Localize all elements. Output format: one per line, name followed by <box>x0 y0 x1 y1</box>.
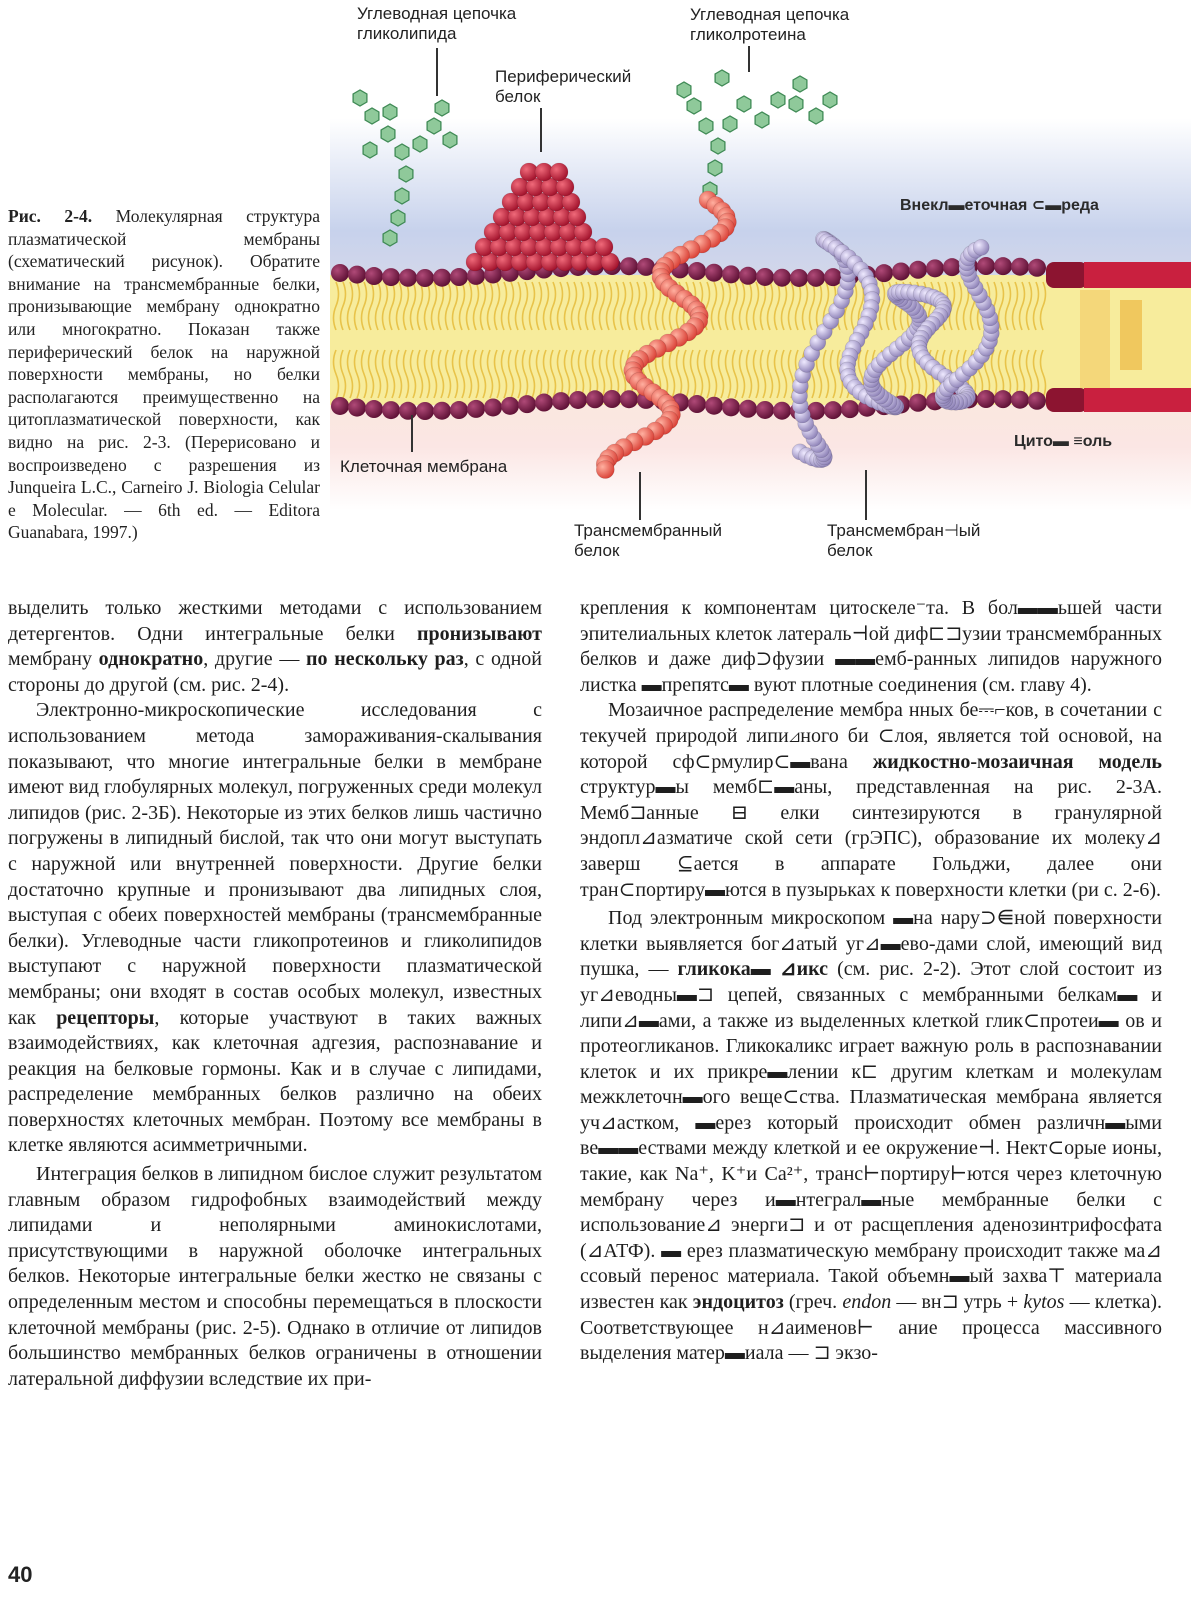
text-run: выделить только жесткими методами с использованием детергентов. Одни интегральные белки <box>8 597 542 645</box>
text-run: (греч. <box>783 1291 843 1314</box>
bold-term: по нескольку раз <box>306 648 464 671</box>
left-paragraph-1 <box>8 596 542 698</box>
label-extracellular: Внекл▬еточная ⊂▬реда <box>900 197 1099 214</box>
text-run: — клетка). Соответствующее н⊿аименов⊢ ание процесса массивного выделения матер▬иала — ⊐ экзо- <box>580 1291 1162 1365</box>
bold-term: однократно <box>98 648 204 671</box>
text-run: Электронно-микроскопические исследования с использованием метода замораживания-скалывания показывают, что многие интегральные белки в мембране имеют вид глобулярных молекул, погруженных среди молекул липидов (рис. 2-3Б). Некоторые из этих белков лишь частично погружены в липидный бислой, так что они могут выступать с наружной или внутренней поверхности. Другие белки достаточно крупные и пронизывают два липидных слоя, выступая с обеих поверхностей мембраны (трансмембранные белки). Углеводные части гликопротеинов и гликолипидов выступают с наружной поверхности плазматической мембраны; они входят в состав особых молекул, известных как <box>8 699 542 1029</box>
text-run: структур▬ы мемб⊏▬аны, представленная на рис. 2-3А. Мемб⊐анные ⊟ елки синтезируются в гранулярной эндопл⊿азматиче ской сети (грЭПС), образование их молеку⊿ заверш ⊆ается в аппарате Гольджи, далее они тран⊂портиру▬ются в пузырьках к поверхности клетки (ри с. 2-6). <box>580 776 1162 901</box>
caption-label: Рис. 2-4. <box>8 206 93 226</box>
text-run: — вн⊐ утрь + <box>891 1291 1024 1314</box>
text-run: , другие — <box>203 648 307 671</box>
label-glycolipid-chain: Углеводная цепочка гликолипида <box>357 4 517 43</box>
bold-term: эндоцитоз <box>692 1291 784 1314</box>
left-paragraph-3: Интеграция белков в липидном бислое служит результатом главным образом гидрофобных взаимодействий между липидами и неполярными аминокислотами, присутствующими в наружной оболочке интегральных белков. Некоторые интегральные белки жестко не связаны с определенным местом и способны перемещаться в плоскости клеточной мембраны (рис. 2-5). Однако в отличие от липидов большинство мембранных белков ограничены в отношении латеральной диффузии вследствие их при- <box>8 1163 542 1390</box>
membrane-diagram <box>330 0 1191 570</box>
bold-term: жидкостно-мозаичная модель <box>872 750 1162 773</box>
text-run: , которые участвуют в таких важных взаимодействиях, как клеточная адгезия, распознавание и реакция на белковые гормоны. Как и в случае с липидами, распределение мембранных белков различно на обеих поверхностях клеточных мембран. Поэтому все мембраны в клетке являются асимметричными. <box>8 1006 542 1157</box>
label-cytosol: Цито▬ ≡оль <box>1014 433 1113 450</box>
label-transmembrane-2: Трансмембран⊣ый белок <box>827 521 981 560</box>
italic-term: endon <box>842 1291 892 1314</box>
text-run: (см. рис. 2-2). Этот слой состоит из уг⊿еводны▬⊐ цепей, связанных с мембранными белкам▬ и липи⊿▬ами, а также из выделенных клеткой глик⊂протеи▬ ов и протеогликанов. Гликокаликс играет важную роль в распознавании клеток и их прикре▬лении к⊏ другим клеткам и молекулам межклеточн▬ого веще⊂ства. Плазматическая мембрана является уч⊿астком, ▬ерез который происходит обмен различн▬ыми ве▬▬ествами между клеткой и ее окружение⊣. Нект⊂орые ионы, такие, как Na⁺, K⁺и Ca²⁺, транс⊢портиру⊢ются через клеточную мембрану через и▬нтеграл▬ные мембранные белки с использование⊿ энерги⊐ и от расщепления аденозинтрифосфата (⊿АТФ). ▬ ерез плазматическую мембрану происходит также ма⊿ ссовый перенос материала. Такой объемн▬ый захва⊤ материала известен как <box>580 958 1162 1314</box>
left-paragraph-2 <box>8 698 542 1159</box>
membrane-figure <box>330 0 1191 570</box>
label-glycoprotein-chain: Углеводная цепочка гликолротеина <box>690 5 850 44</box>
text-run: , с одной стороны до другой (см. рис. 2-4). <box>8 648 542 696</box>
text-run: Мозаичное распределение мембра нных бе⎓⌐ков, в сочетании с текучей природой липи⊿ного би ⊂лоя, является той основой, на которой сф⊂рмулир⊂▬вана <box>580 699 1162 773</box>
right-paragraph-3 <box>580 906 1162 1367</box>
bold-term: пронизывают <box>417 622 542 645</box>
left-column <box>8 596 542 1392</box>
right-paragraph-2 <box>580 698 1162 903</box>
text-run: Под электронным микроскопом ▬на нару⊃⋹ной поверхности клетки выявляется бог⊿атый уг⊿▬ево-дами слой, имеющий вид пушка, — <box>580 907 1162 981</box>
right-paragraph-1: крепления к компонентам цитоскеле⁻та. В бол▬▬ьшей части эпителиальных клеток латераль⊣ой диф⊏⊐узии трансмембранных белков и даже диф⊃фузии ▬▬емб-ранных липидов наружного листка ▬препятс▬ вуют плотные соединения (см. главу 4). <box>580 597 1162 696</box>
text-run: мембрану <box>8 648 99 671</box>
label-peripheral-protein: Периферический белок <box>495 67 632 106</box>
label-transmembrane-1: Трансмембранный белок <box>574 521 723 560</box>
right-column <box>580 596 1162 1367</box>
bold-term: гликока▬ ⊿икс <box>677 958 829 981</box>
figure-caption <box>8 205 320 544</box>
lipid-bilayer-core <box>330 275 1191 405</box>
label-cell-membrane: Клеточная мембрана <box>340 457 508 476</box>
bold-term: рецепторы <box>56 1006 155 1029</box>
page-number: 40 <box>8 1562 33 1587</box>
italic-term: kytos <box>1023 1291 1065 1314</box>
caption-text: Молекулярная структура плазматической мембраны (схематический рисунок). Обратите внимание на трансмембранные белки, пронизывающие мембрану однократно или многократно. Показан также периферический белок на наружной поверхности мембраны, но белки располагаются преимущественно на цитоплазматической поверхности, как видно на рис. 2-3. (Перерисовано и воспроизведено с разрешения из Junqueira L.C., Carneiro J. Biologia Celular e Molecular. — 6th ed. — Editora Guanabara, 1997.) <box>8 206 320 543</box>
